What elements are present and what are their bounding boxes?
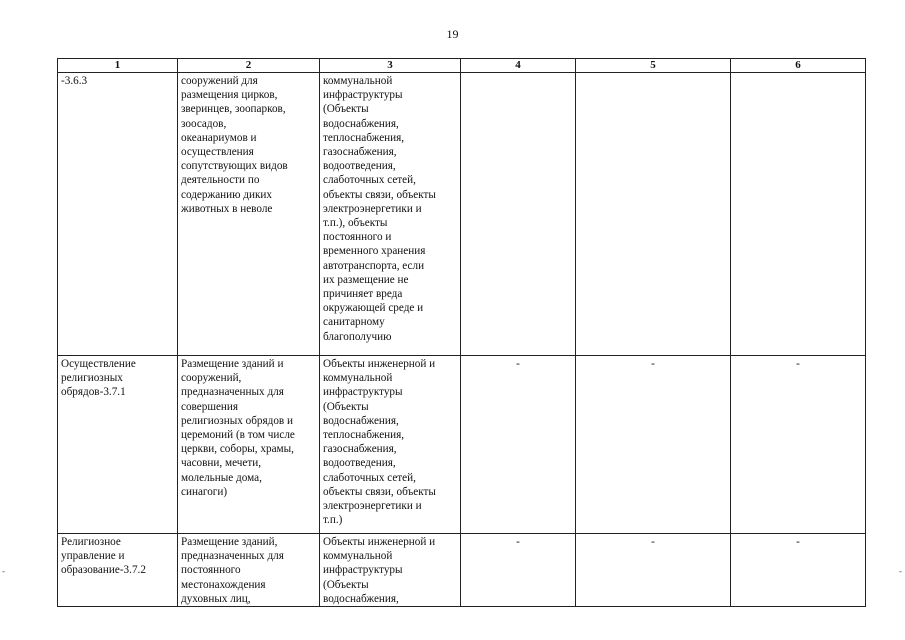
- table-cell: [58, 356, 178, 534]
- use-type-description: Размещение зданий и сооружений, предназначенных для совершения религиозных обрядов и церемоний (в том числе церкви, соборы, храмы, часовни, мечети, молельные дома, синагоги): [181, 358, 295, 498]
- cell-value: -: [651, 536, 655, 548]
- column-header-2: 2: [178, 59, 320, 73]
- table-cell: [731, 356, 866, 534]
- table-row: [58, 356, 866, 534]
- table-cell: [461, 356, 576, 534]
- table-cell: [178, 356, 320, 534]
- cell-value: -: [651, 358, 655, 370]
- table-cell: [58, 73, 178, 356]
- cell-value: -: [796, 536, 800, 548]
- cell-value: -: [516, 536, 520, 548]
- column-header-3: 3: [320, 59, 461, 73]
- table-cell: [320, 356, 461, 534]
- use-type-code: Религиозное управление и образование-3.7.2: [61, 536, 146, 577]
- table-cell: [576, 73, 731, 356]
- column-header-1: 1: [58, 59, 178, 73]
- auxiliary-use-text: Объекты инженерной и коммунальной инфраструктуры (Объекты водоснабжения, теплоснабжения, газоснабжения, водоотведения, слаботочных сетей, объекты связи, объекты электроэнергетики и т.п.): [323, 358, 436, 527]
- regulations-table: [57, 58, 866, 607]
- right-edge-mark: -: [899, 566, 902, 576]
- page-number: 19: [446, 27, 459, 41]
- table-cell: [320, 534, 461, 607]
- table-cell: [178, 73, 320, 356]
- use-type-code: Осуществление религиозных обрядов-3.7.1: [61, 358, 136, 399]
- table-cell: [461, 73, 576, 356]
- table-cell: [731, 534, 866, 607]
- table-cell: [576, 356, 731, 534]
- column-header-5: 5: [576, 59, 731, 73]
- table-cell: [461, 534, 576, 607]
- table-cell: [58, 534, 178, 607]
- table-cell: [178, 534, 320, 607]
- column-header-4: 4: [461, 59, 576, 73]
- table-cell: [731, 73, 866, 356]
- column-header-6: 6: [731, 59, 866, 73]
- auxiliary-use-text: Объекты инженерной и коммунальной инфраструктуры (Объекты водоснабжения,: [323, 536, 436, 605]
- table-cell: [320, 73, 461, 356]
- use-type-description: Размещение зданий, предназначенных для постоянного местонахождения духовных лиц,: [181, 536, 284, 605]
- auxiliary-use-text: коммунальной инфраструктуры (Объекты водоснабжения, теплоснабжения, газоснабжения, водоотведения, слаботочных сетей, объекты связи, объекты электроэнергетики и т.п.), объекты постоянного и временного хранения автотранспорта, если их размещение не причиняет вреда окружающей среде и санитарному благополучию: [323, 75, 436, 343]
- cell-value: -: [516, 358, 520, 370]
- table-row: [58, 73, 866, 356]
- table-header-row: [58, 59, 866, 73]
- use-type-code: -3.6.3: [61, 75, 88, 87]
- table-cell: [576, 534, 731, 607]
- left-edge-mark: -: [2, 566, 5, 576]
- use-type-description: сооружений для размещения цирков, зверинцев, зоопарков, зоосадов, океанариумов и осуществления сопутствующих видов деятельности по содержанию диких животных в неволе: [181, 75, 288, 215]
- table-row: [58, 534, 866, 607]
- cell-value: -: [796, 358, 800, 370]
